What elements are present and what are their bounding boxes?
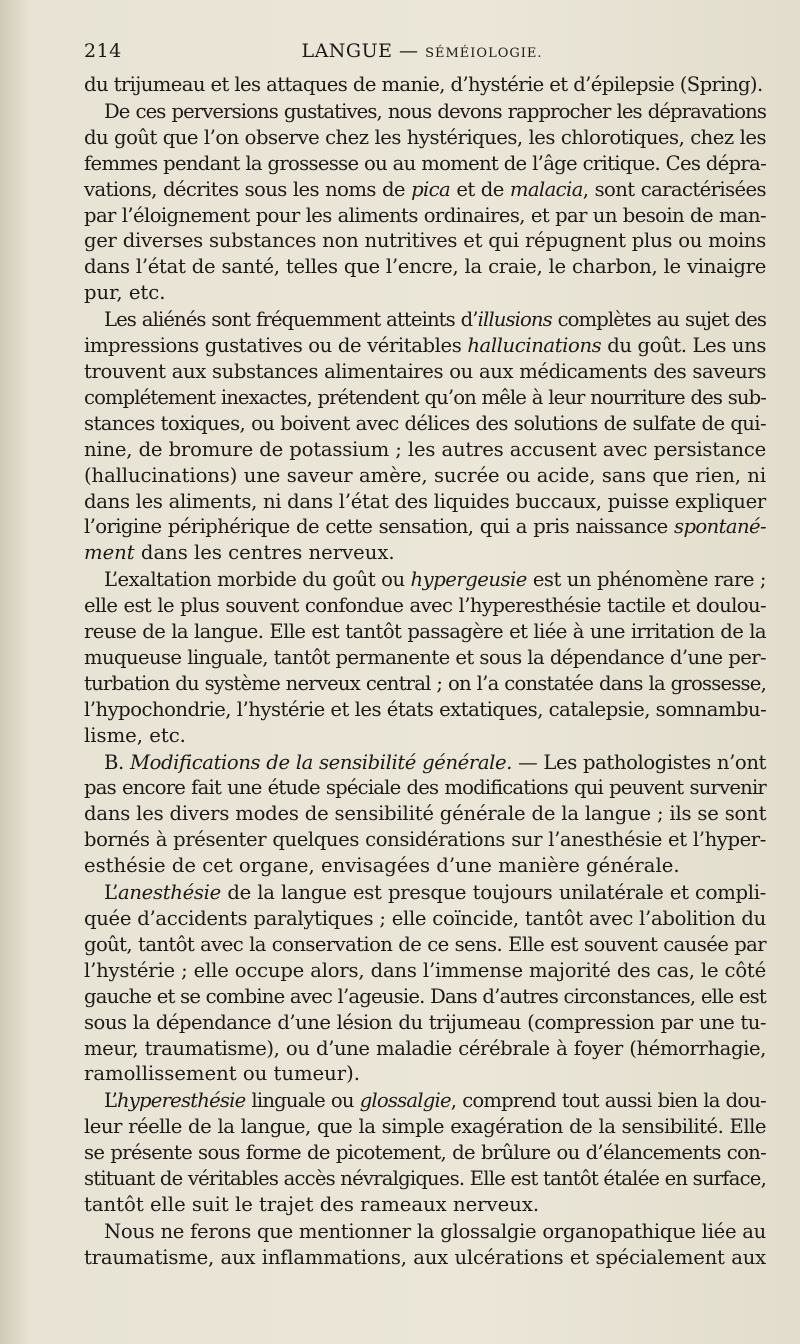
text-line — [84, 1114, 766, 1140]
italic-term: anesthésie — [117, 881, 221, 905]
italic-term: Modifications de la sensibilité générale. — [129, 750, 513, 774]
text-run: du goût. Les uns — [601, 334, 766, 358]
text-line — [84, 697, 766, 723]
italic-term: pica — [411, 177, 451, 201]
text-line — [84, 125, 766, 151]
text-line — [84, 540, 766, 566]
text-line — [84, 228, 766, 254]
text-line — [84, 645, 766, 671]
italic-term: hypergeusie — [410, 568, 527, 592]
text-run: ramollissement ou tumeur). — [84, 1062, 360, 1086]
paragraph — [84, 750, 766, 880]
text-line — [84, 280, 766, 306]
text-run: , comprend tout aussi bien la dou- — [450, 1089, 766, 1113]
text-run: elle est le plus souvent confondue avec l’hyperesthésie tactile et doulou- — [84, 594, 766, 618]
text-run: l’hystérie ; elle occupe alors, dans l’immense majorité des cas, le côté — [84, 958, 766, 982]
text-run: dans les divers modes de sensibilité générale de la langue ; ils se sont — [84, 802, 767, 826]
text-line — [84, 906, 766, 932]
text-line — [84, 359, 766, 385]
text-line — [84, 619, 766, 645]
text-run: esthésie de cet organe, envisagées d’une manière générale. — [84, 854, 680, 878]
text-run: lisme, etc. — [84, 723, 186, 747]
text-run: complétement inexactes, prétendent qu’on mêle à leur nourriture des sub- — [84, 385, 766, 409]
text-run: nine, de bromure de potassium ; les autres accusent avec persistance — [84, 437, 766, 461]
paragraph — [84, 99, 766, 306]
text-run: L’ — [104, 881, 118, 905]
text-run: — Les pathologistes n’ont — [512, 750, 767, 774]
text-run: Nous ne ferons que mentionner la glossalgie organopathique liée au — [104, 1219, 766, 1243]
text-line — [84, 1061, 766, 1087]
text-line — [84, 593, 766, 619]
text-run: B. — [104, 750, 130, 774]
text-run: meur, traumatisme), ou d’une maladie cérébrale à foyer (hémorrhagie, — [84, 1036, 766, 1060]
text-run: reuse de la langue. Elle est tantôt passagère et liée à une irritation de la — [84, 620, 766, 644]
text-run: par l’éloignement pour les aliments ordinaires, et par un besoin de man- — [84, 203, 766, 227]
text-line — [84, 1192, 766, 1218]
text-line — [84, 1166, 766, 1192]
text-line — [84, 853, 766, 879]
text-run: muqueuse linguale, tantôt permanente et sous la dépendance d’une per- — [84, 645, 766, 669]
text-run: l’hypochondrie, l’hystérie et les états extatiques, catalepsie, somnambu- — [84, 697, 767, 721]
paragraph — [84, 880, 766, 1087]
text-run: se présente sous forme de picotement, de brûlure ou d’élancements con- — [84, 1141, 766, 1165]
paragraph — [84, 307, 766, 566]
text-line — [84, 750, 766, 776]
text-line — [84, 1219, 766, 1245]
paragraph — [84, 1219, 766, 1271]
text-run: et de — [450, 177, 510, 201]
italic-term: spontané- — [673, 515, 766, 539]
text-run: dans les centres nerveux. — [134, 541, 395, 565]
text-line — [84, 437, 766, 463]
text-line — [84, 723, 766, 749]
text-run: L’exaltation morbide du goût ou — [104, 568, 411, 592]
italic-term: illusions — [477, 308, 552, 332]
text-line — [84, 1140, 766, 1166]
text-line — [84, 932, 766, 958]
text-line — [84, 463, 766, 489]
text-run: stances toxiques, ou boivent avec délices des solutions de sulfate de qui- — [84, 411, 766, 435]
text-line — [84, 1010, 766, 1036]
text-run: impressions gustatives ou de véritables — [84, 334, 468, 358]
text-line — [84, 1036, 766, 1062]
text-run: Les aliénés sont fréquemment atteints d’ — [104, 308, 478, 332]
text-line — [84, 514, 766, 540]
text-run: bornés à présenter quelques considérations sur l’anesthésie et l’hyper- — [84, 828, 766, 852]
text-run: dans les aliments, ni dans l’état des liquides buccaux, puisse expliquer — [84, 489, 766, 513]
text-line — [84, 1088, 766, 1114]
text-run: l’origine périphérique de cette sensation, qui a pris naissance — [84, 515, 674, 539]
text-line — [84, 333, 766, 359]
italic-term: hallucinations — [467, 334, 602, 358]
text-run: du trijumeau et les attaques de manie, d’hystérie et d’épilepsie (Spring). — [84, 73, 763, 96]
text-line — [84, 880, 766, 906]
italic-term: ment — [84, 541, 135, 565]
italic-term: hyperesthésie — [116, 1089, 246, 1113]
running-head-separator: — — [399, 40, 419, 62]
text-line — [84, 1245, 766, 1271]
text-line — [84, 151, 766, 177]
text-run: L’ — [104, 1089, 117, 1113]
text-run: complètes au sujet des — [551, 308, 766, 332]
text-line — [84, 827, 766, 853]
text-line — [84, 385, 766, 411]
body-text — [84, 72, 766, 1272]
text-line — [84, 567, 766, 593]
text-run: dans l’état de santé, telles que l’encre, la craie, le charbon, le vinaigre — [84, 255, 766, 279]
italic-term: malacia — [509, 177, 583, 201]
text-run: femmes pendant la grossesse ou au moment de l’âge critique. Ces dépra- — [84, 151, 766, 175]
text-run: ger diverses substances non nutritives et qui répugnent plus ou moins — [84, 229, 766, 253]
text-run: est un phénomène rare ; — [526, 568, 766, 592]
text-line — [84, 254, 766, 280]
paragraph — [84, 72, 766, 98]
paragraph — [84, 1088, 766, 1218]
text-line — [84, 411, 766, 437]
text-run: traumatisme, aux inflammations, aux ulcérations et spécialement aux — [84, 1245, 766, 1269]
text-line — [84, 984, 766, 1010]
text-run: De ces perversions gustatives, nous devons rapprocher les dépravations — [104, 99, 766, 123]
text-line — [84, 801, 766, 827]
running-head — [84, 40, 760, 62]
running-head-subtitle: SÉMÉIOLOGIE. — [425, 46, 543, 61]
text-run: gauche et se combine avec l’ageusie. Dans d’autres circonstances, elle est — [84, 984, 766, 1008]
text-run: sous la dépendance d’une lésion du trijumeau (compression par une tu- — [84, 1010, 766, 1034]
text-run: (hallucinations) une saveur amère, sucrée ou acide, sans que rien, ni — [84, 463, 766, 487]
text-line — [84, 72, 766, 98]
text-run: trouvent aux substances alimentaires ou aux médicaments des saveurs — [84, 359, 766, 383]
text-line — [84, 177, 766, 203]
text-run: , sont caractérisées — [582, 177, 766, 201]
text-line — [84, 775, 766, 801]
text-run: goût, tantôt avec la conservation de ce sens. Elle est souvent causée par — [84, 932, 766, 956]
text-run: quée d’accidents paralytiques ; elle coïncide, tantôt avec l’abolition du — [84, 907, 766, 930]
page-number: 214 — [84, 40, 122, 62]
running-head-title: LANGUE — [301, 40, 393, 62]
text-line — [84, 203, 766, 229]
text-run: vations, décrites sous les noms de — [84, 177, 412, 201]
text-run: turbation du système nerveux central ; on l’a constatée dans la grossesse, — [84, 671, 766, 695]
text-line — [84, 671, 766, 697]
text-run: tantôt elle suit le trajet des rameaux nerveux. — [84, 1192, 540, 1216]
text-line — [84, 958, 766, 984]
text-run: linguale ou — [245, 1089, 360, 1113]
text-line — [84, 307, 766, 333]
text-run: pur, etc. — [84, 281, 166, 305]
text-run: pas encore fait une étude spéciale des modifications qui peuvent survenir — [84, 776, 766, 800]
text-run: du goût que l’on observe chez les hystériques, les chlorotiques, chez les — [84, 125, 766, 149]
page-header — [84, 40, 760, 74]
text-run: de la langue est presque toujours unilatérale et compli- — [220, 881, 766, 905]
text-run: stituant de véritables accès névralgiques. Elle est tantôt étalée en surface, — [84, 1167, 766, 1191]
italic-term: glossalgie — [359, 1089, 451, 1113]
text-line — [84, 99, 766, 125]
text-line — [84, 489, 766, 515]
text-run: leur réelle de la langue, que la simple exagération de la sensibilité. Elle — [84, 1115, 766, 1139]
paragraph — [84, 567, 766, 748]
